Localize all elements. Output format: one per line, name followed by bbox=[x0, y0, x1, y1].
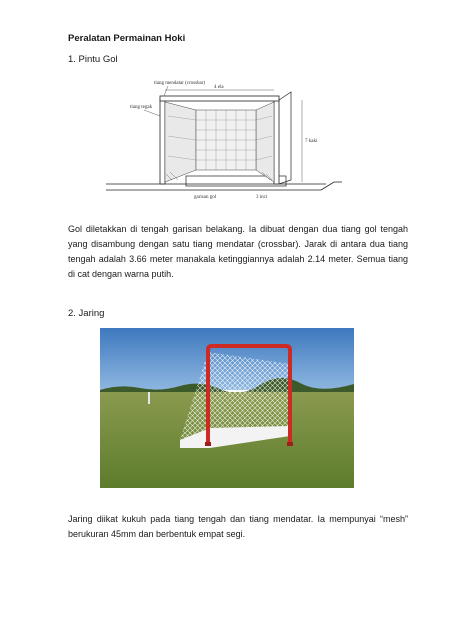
net-right-side bbox=[256, 102, 274, 182]
hockey-net-photo bbox=[100, 328, 354, 488]
distant-post bbox=[148, 392, 150, 404]
goal-diagram bbox=[106, 76, 342, 206]
label-height: 7 kaki bbox=[305, 139, 318, 144]
page-title: Peralatan Permainan Hoki bbox=[68, 33, 186, 44]
section1-paragraph: Gol diletakkan di tengah garisan belakang. Ia dibuat dengan dua tiang gol tengah yang disambung dengan satu tiang mendatar (crossbar). Jarak di antara dua tiang tengah adalah 3.66 meter manakala ketinggiannya adalah 2.14 meter. Semua tiang di cat dengan warna putih. bbox=[68, 224, 408, 279]
label-depth: 3 inci bbox=[256, 195, 268, 200]
section2-paragraph: Jaring diikat kukuh pada tiang tengah dan tiang mendatar. Ia mempunyai “mesh” berukuran 45mm dan berbentuk empat segi. bbox=[68, 514, 408, 539]
right-post bbox=[274, 100, 279, 184]
goal-line-extension bbox=[321, 182, 342, 190]
crossbar-leader-line bbox=[164, 86, 168, 96]
left-post bbox=[160, 100, 165, 184]
label-post: tiang tegak bbox=[130, 105, 153, 110]
section-heading-goal: 1. Pintu Gol bbox=[68, 54, 118, 65]
label-width: 4 ela bbox=[214, 85, 224, 90]
right-post-foot bbox=[287, 442, 293, 446]
label-crossbar: tiang mendatar (crossbar) bbox=[154, 81, 206, 86]
post-leader-line bbox=[144, 110, 160, 116]
left-post-foot bbox=[205, 442, 211, 446]
frame-depth bbox=[279, 92, 291, 184]
label-goalline: garisan gol bbox=[194, 195, 217, 200]
crossbar bbox=[160, 96, 279, 101]
net-left-side bbox=[165, 102, 196, 182]
section-heading-net: 2. Jaring bbox=[68, 308, 105, 319]
